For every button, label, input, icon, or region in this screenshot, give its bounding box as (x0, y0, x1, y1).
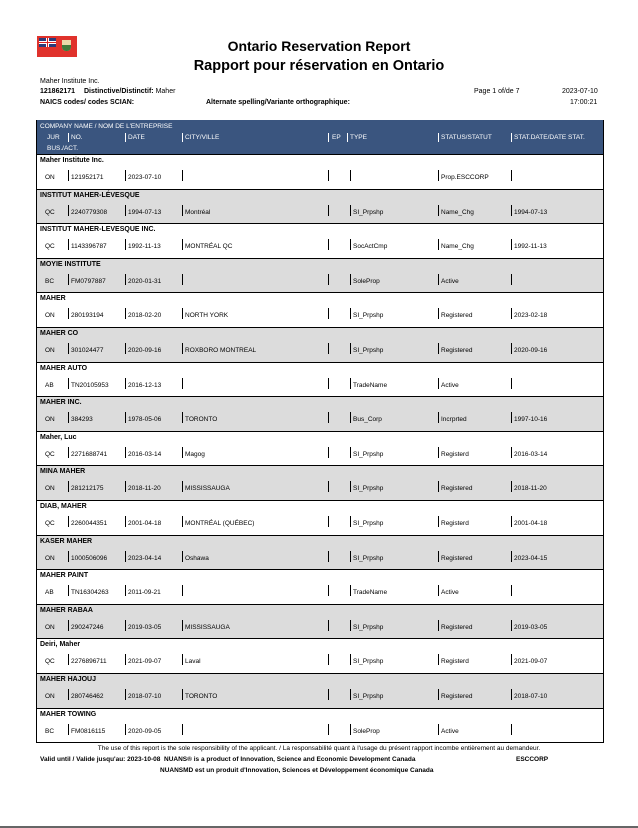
row-company-name: Maher, Luc (40, 433, 77, 441)
row-number: 1143396787 (71, 243, 107, 251)
table-row[interactable] (37, 292, 603, 327)
row-stat-date: 2020-09-16 (514, 346, 548, 354)
row-city: MISSISSAUGA (185, 623, 230, 631)
row-number: 2260044351 (71, 519, 108, 527)
row-company-name: MAHER AUTO (40, 364, 88, 372)
row-company-name: MAHER CO (40, 329, 79, 337)
row-stat-date: 2018-07-10 (514, 692, 548, 700)
row-status: Name_Chg (441, 208, 474, 216)
table-row[interactable] (37, 708, 603, 743)
row-company-name: MAHER HAJOUJ (40, 675, 97, 683)
row-type: TradeName (353, 381, 388, 389)
alt-spelling-label: Alternate spelling/Variante orthographique: (206, 99, 350, 106)
row-date: 2019-03-05 (128, 623, 162, 631)
row-date: 2020-09-05 (128, 727, 162, 735)
col-city: CITY/VILLE (185, 134, 220, 141)
row-city: MONTRÉAL (QUÉBEC) (185, 519, 255, 527)
row-stat-date: 2023-04-15 (514, 554, 548, 562)
row-jur: QC (45, 658, 55, 666)
col-jur: JUR (47, 134, 60, 141)
row-company-name: MOYIE INSTITUTE (40, 260, 101, 268)
table-row[interactable] (37, 258, 603, 293)
row-number: 1000506096 (71, 554, 108, 562)
row-jur: ON (45, 485, 55, 493)
row-company-name: INSTITUT MAHER-LÉVESQUE (40, 191, 140, 199)
row-jur: AB (45, 381, 54, 389)
row-company-name: DIAB, MAHER (40, 502, 87, 510)
report-date: 2023-07-10 (562, 88, 598, 95)
table-row[interactable] (37, 673, 603, 708)
company-number: 121862171 (40, 88, 76, 95)
row-date: 2018-02-20 (128, 312, 162, 320)
table-row[interactable] (37, 431, 603, 466)
row-date: 1994-07-13 (128, 208, 162, 216)
row-company-name: MINA MAHER (40, 468, 86, 476)
distinctive-label (84, 88, 175, 95)
nuans-fr: NUANSMD est un produit d'Innovation, Sciences et Développement économique Canada (160, 767, 434, 774)
row-date: 2018-11-20 (128, 485, 161, 493)
row-company-name: MAHER RABAA (40, 606, 93, 614)
table-row[interactable] (37, 362, 603, 397)
row-jur: BC (45, 727, 55, 735)
row-company-name: KASER MAHER (40, 537, 93, 545)
table-row[interactable] (37, 569, 603, 604)
row-date: 2020-01-31 (128, 277, 162, 285)
row-city: ROXBORO MONTREAL (185, 346, 257, 354)
row-number: 280193194 (71, 312, 104, 320)
report-title-en: Ontario Reservation Report (227, 38, 411, 54)
row-city: MONTRÉAL QC (185, 243, 233, 251)
row-type: SoleProp (353, 277, 380, 285)
row-city: Magog (185, 450, 205, 458)
table-row[interactable] (37, 535, 603, 570)
row-number: FM0797887 (71, 277, 106, 285)
row-number: 121952171 (71, 174, 104, 181)
company-name: Maher Institute Inc. (40, 78, 100, 85)
row-number: 290247246 (71, 623, 104, 631)
row-status: Registered (441, 692, 473, 700)
col-company-name: COMPANY NAME / NOM DE L'ENTREPRISE (40, 123, 173, 130)
table-row[interactable] (37, 604, 603, 639)
distinctive-label-text: Distinctive/Distinctif: (84, 88, 154, 95)
row-stat-date: 2018-11-20 (514, 485, 547, 493)
col-type: TYPE (350, 134, 367, 141)
row-jur: AB (45, 589, 54, 597)
row-number: FM0816115 (71, 727, 106, 735)
col-bus-act: BUS./ACT. (47, 145, 79, 152)
row-status: Incrprted (441, 416, 467, 424)
row-jur: QC (45, 450, 55, 458)
row-company-name: MAHER INC. (40, 399, 82, 407)
row-jur: BC (45, 277, 55, 285)
row-city: Oshawa (185, 554, 209, 562)
row-jur: ON (45, 312, 55, 320)
row-date: 2001-04-18 (128, 519, 162, 527)
results-table (36, 120, 604, 743)
table-row[interactable] (37, 396, 603, 431)
distinctive-value: Maher (155, 88, 176, 95)
row-number: 2240779308 (71, 208, 108, 216)
row-jur: ON (45, 692, 55, 700)
row-number: 2276896711 (71, 658, 107, 666)
row-jur: ON (45, 623, 55, 631)
row-status: Prop.ESCCORP (441, 174, 489, 181)
row-status: Active (441, 381, 459, 389)
row-type: SocActCmp (353, 243, 388, 251)
row-city: Laval (185, 658, 201, 666)
row-date: 2023-07-10 (128, 174, 162, 181)
row-date: 2016-12-13 (128, 381, 162, 389)
table-row[interactable] (37, 223, 603, 258)
table-row[interactable] (37, 327, 603, 362)
row-jur: ON (45, 174, 55, 181)
row-type: SI_Prpshp (353, 208, 384, 216)
row-date: 2011-09-21 (128, 589, 161, 597)
row-jur: QC (45, 243, 55, 251)
row-date: 1978-05-06 (128, 416, 162, 424)
col-status: STATUS/STATUT (441, 134, 492, 141)
row-company-name: MAHER PAINT (40, 572, 89, 580)
row-jur: QC (45, 519, 55, 527)
row-stat-date: 2016-03-14 (514, 450, 548, 458)
report-title-fr: Rapport pour réservation en Ontario (193, 58, 445, 74)
row-company-name: Maher Institute Inc. (40, 157, 104, 164)
row-stat-date: 1994-07-13 (514, 208, 548, 216)
row-type: SI_Prpshp (353, 623, 384, 631)
table-row[interactable] (37, 500, 603, 535)
row-date: 1992-11-13 (128, 243, 161, 251)
row-company-name: Deiri, Maher (40, 641, 81, 649)
row-type: SI_Prpshp (353, 346, 384, 354)
row-status: Active (441, 727, 459, 735)
row-type: SI_Prpshp (353, 658, 384, 666)
row-jur: QC (45, 208, 55, 216)
col-stat-date: STAT.DATE/DATE STAT. (514, 134, 585, 141)
row-jur: ON (45, 416, 55, 424)
table-row[interactable] (37, 465, 603, 500)
row-city: NORTH YORK (185, 312, 229, 320)
col-date: DATE (128, 134, 145, 141)
row-number: 280746462 (71, 692, 104, 700)
row-stat-date: 2023-02-18 (514, 312, 548, 320)
row-company-name: INSTITUT MAHER-LEVESQUE INC. (40, 226, 156, 234)
row-status: Active (441, 277, 459, 285)
row-status: Registered (441, 623, 473, 631)
row-number: TN20105953 (71, 381, 109, 389)
row-number: 281212175 (71, 485, 104, 493)
row-stat-date: 1997-10-16 (514, 416, 548, 424)
row-status: Registered (441, 554, 473, 562)
nuans-en-line (40, 756, 416, 763)
row-city: Montréal (185, 208, 211, 216)
row-stat-date: 2021-09-07 (514, 658, 548, 666)
row-number: TN16304263 (71, 589, 109, 597)
report-time: 17:00:21 (570, 99, 598, 106)
row-type: TradeName (353, 589, 388, 597)
table-row[interactable] (37, 189, 603, 224)
valid-until: Valid until / Valide jusqu'au: 2023-10-08 (40, 756, 161, 763)
row-status: Registerd (441, 519, 469, 527)
row-stat-date: 1992-11-13 (514, 243, 547, 251)
row-city: TORONTO (185, 692, 218, 700)
row-status: Registerd (441, 658, 469, 666)
nuans-en: NUANS® is a product of Innovation, Science and Economic Development Canada (164, 756, 416, 763)
row-date: 2018-07-10 (128, 692, 162, 700)
row-number: 2271688741 (71, 450, 108, 458)
disclaimer: The use of this report is the sole responsibility of the applicant. / La responsabilité quant à l'usage du présent rapport incombe entièrement au demandeur. (97, 745, 541, 752)
row-type: SoleProp (353, 727, 380, 735)
naics-label: NAICS codes/ codes SCIAN: (40, 99, 135, 106)
row-date: 2016-03-14 (128, 450, 162, 458)
table-row[interactable] (37, 638, 603, 673)
row-number: 301024477 (71, 346, 104, 354)
row-type: Bus_Corp (353, 416, 382, 424)
page-indicator: Page 1 of/de 7 (474, 88, 520, 95)
footer-code: ESCCORP (516, 756, 549, 763)
row-status: Registerd (441, 450, 469, 458)
row-date: 2020-09-16 (128, 346, 162, 354)
row-status: Registered (441, 312, 473, 320)
row-stat-date: 2019-03-05 (514, 623, 548, 631)
table-header (37, 120, 603, 154)
row-type: SI_Prpshp (353, 312, 384, 320)
row-type: SI_Prpshp (353, 485, 384, 493)
row-jur: ON (45, 554, 55, 562)
col-ep: EP (332, 134, 341, 141)
row-type: SI_Prpshp (353, 692, 384, 700)
row-city: MISSISSAUGA (185, 485, 230, 493)
row-company-name: MAHER TOWING (40, 710, 97, 718)
col-no: NO. (71, 134, 83, 141)
row-company-name: MAHER (40, 295, 66, 303)
row-date: 2023-04-14 (128, 554, 162, 562)
row-status: Name_Chg (441, 243, 474, 251)
row-status: Registered (441, 485, 473, 493)
row-jur: ON (45, 346, 55, 354)
row-number: 384293 (71, 416, 93, 424)
row-status: Active (441, 589, 459, 597)
row-type: SI_Prpshp (353, 554, 384, 562)
row-status: Registered (441, 346, 473, 354)
row-type: SI_Prpshp (353, 450, 384, 458)
table-row[interactable] (37, 154, 603, 189)
row-stat-date: 2001-04-18 (514, 519, 548, 527)
row-date: 2021-09-07 (128, 658, 162, 666)
row-type: SI_Prpshp (353, 519, 384, 527)
row-city: TORONTO (185, 416, 218, 424)
